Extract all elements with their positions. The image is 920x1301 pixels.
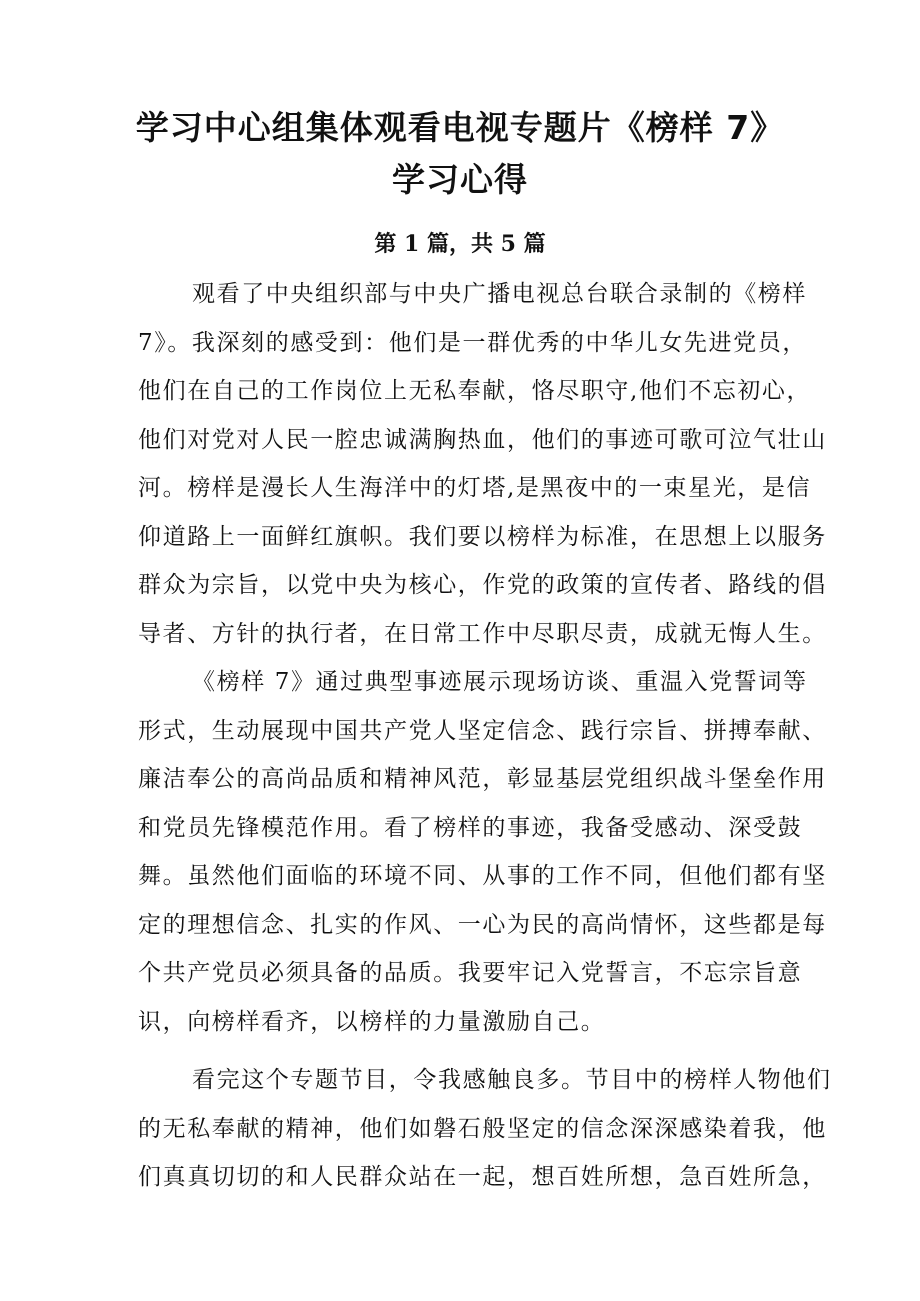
paragraph-1-line: 群众为宗旨，以党中央为核心，作党的政策的宣传者、路线的倡 — [138, 572, 827, 598]
paragraph-2-line: 个共产党员必须具备的品质。我要牢记入党誓言，不忘宗旨意 — [138, 960, 803, 986]
paragraph-1-line: 河。榜样是漫长人生海洋中的灯塔,是黑夜中的一束星光，是信 — [138, 475, 812, 501]
paragraph-2-line: 识，向榜样看齐，以榜样的力量激励自己。 — [138, 1009, 606, 1035]
paragraph-2-line: 和党员先锋模范作用。看了榜样的事迹，我备受感动、深受鼓 — [138, 815, 803, 841]
paragraph-2-line: 形式，生动展现中国共产党人坚定信念、践行宗旨、拼搏奉献、 — [138, 718, 827, 744]
paragraph-3-line: 们真真切切的和人民群众站在一起，想百姓所想，急百姓所急， — [138, 1164, 827, 1190]
paragraph-3-line: 看完这个专题节目，令我感触良多。节目中的榜样人物他们 — [192, 1067, 832, 1093]
paragraph-1-line: 他们在自己的工作岗位上无私奉献，恪尽职守,他们不忘初心， — [138, 378, 812, 404]
paragraph-2-line: 定的理想信念、扎实的作风、一心为民的高尚情怀，这些都是每 — [138, 912, 827, 938]
paragraph-3-line: 的无私奉献的精神，他们如磐石般坚定的信念深深感染着我，他 — [138, 1116, 827, 1142]
paragraph-1-line: 他们对党对人民一腔忠诚满胸热血，他们的事迹可歌可泣气壮山 — [138, 427, 827, 453]
paragraph-2-line: 《榜样 7》通过典型事迹展示现场访谈、重温入党誓词等 — [192, 669, 808, 695]
paragraph-1-line: 观看了中央组织部与中央广播电视总台联合录制的《榜样 — [192, 281, 807, 307]
document-title-line-1: 学习中心组集体观看电视专题片《榜样 7》 — [135, 108, 785, 147]
paragraph-1-line: 仰道路上一面鲜红旗帜。我们要以榜样为标准，在思想上以服务 — [138, 524, 827, 550]
paragraph-2-line: 廉洁奉公的高尚品质和精神风范，彰显基层党组织战斗堡垒作用 — [138, 766, 827, 792]
document-title-line-2: 学习心得 — [392, 160, 528, 199]
paragraph-1-line: 7》。我深刻的感受到：他们是一群优秀的中华儿女先进党员， — [138, 330, 807, 356]
paragraph-2-line: 舞。虽然他们面临的环境不同、从事的工作不同，但他们都有坚 — [138, 863, 827, 889]
document-subtitle: 第 1 篇，共 5 篇 — [374, 231, 546, 257]
paragraph-1-line: 导者、方针的执行者，在日常工作中尽职尽责，成就无悔人生。 — [138, 621, 827, 647]
